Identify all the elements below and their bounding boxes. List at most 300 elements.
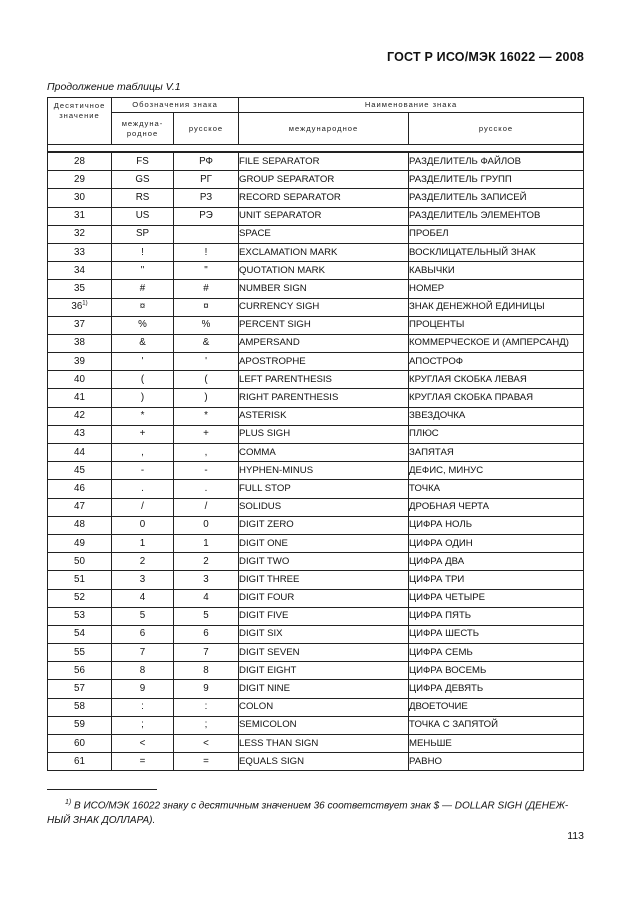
cell-ru-name	[409, 498, 584, 516]
cell-intl-symbol-text: 9	[139, 683, 146, 695]
cell-intl-symbol	[112, 553, 174, 571]
cell-intl-symbol-text: !	[141, 246, 144, 258]
cell-ru-name-text: ПЛЮС	[409, 428, 439, 440]
cell-ru-name	[409, 225, 584, 243]
cell-intl-name-text: CURRENCY SIGH	[239, 301, 320, 313]
cell-ru-symbol	[174, 462, 239, 480]
cell-decimal	[48, 298, 112, 316]
cell-decimal	[48, 553, 112, 571]
cell-decimal-text: 49	[74, 537, 85, 549]
cell-intl-name	[239, 589, 409, 607]
cell-ru-name	[409, 716, 584, 734]
cell-decimal	[48, 425, 112, 443]
cell-decimal-text: 58	[74, 701, 85, 713]
cell-intl-name-text: AMPERSAND	[239, 337, 300, 349]
table-row	[48, 389, 584, 407]
subheader-ru: русское	[174, 113, 239, 145]
cell-intl-name-text: DIGIT EIGHT	[239, 664, 297, 676]
cell-intl-symbol	[112, 262, 174, 280]
table-row	[48, 716, 584, 734]
cell-ru-symbol	[174, 171, 239, 189]
cell-decimal-text: 54	[74, 628, 85, 640]
table-row	[48, 334, 584, 352]
cell-ru-name	[409, 589, 584, 607]
cell-ru-symbol-text: %	[201, 319, 211, 331]
cell-ru-symbol	[174, 262, 239, 280]
cell-decimal	[48, 389, 112, 407]
cell-intl-symbol	[112, 680, 174, 698]
cell-intl-symbol-text: 8	[139, 664, 146, 676]
cell-intl-name-text: APOSTROPHE	[239, 355, 306, 367]
cell-ru-symbol-text: '	[205, 355, 207, 367]
cell-decimal-text: 60	[74, 737, 85, 749]
cell-decimal	[48, 334, 112, 352]
cell-decimal-text: 57	[74, 683, 85, 695]
cell-ru-symbol-text: +	[203, 428, 209, 440]
cell-ru-name	[409, 316, 584, 334]
cell-ru-symbol	[174, 152, 239, 171]
cell-decimal	[48, 407, 112, 425]
cell-intl-symbol-text: SP	[135, 228, 150, 240]
header-name: Наименование знака	[239, 98, 584, 113]
cell-intl-name-text: PLUS SIGH	[239, 428, 291, 440]
footnote-text: В ИСО/МЭК 16022 знаку с десятичным значением 36 соответствует знак $ — DOLLAR SIGH (ДЕНЕЖ-НЫЙ ЗНАК ДОЛЛАРА).	[47, 800, 569, 827]
cell-decimal	[48, 534, 112, 552]
cell-decimal	[48, 735, 112, 753]
cell-decimal	[48, 644, 112, 662]
cell-ru-symbol-text: *	[204, 410, 208, 422]
cell-intl-name	[239, 425, 409, 443]
cell-ru-symbol-text: (	[204, 373, 208, 385]
cell-intl-name	[239, 498, 409, 516]
cell-ru-name-text: КОММЕРЧЕСКОЕ И (АМПЕРСАНД)	[409, 337, 569, 349]
cell-intl-name	[239, 680, 409, 698]
cell-ru-name-text: ВОСКЛИЦАТЕЛЬНЫЙ ЗНАК	[409, 246, 536, 258]
cell-intl-symbol-text: (	[140, 373, 145, 385]
table-row	[48, 625, 584, 643]
cell-intl-symbol-text: =	[139, 755, 146, 767]
table-row	[48, 298, 584, 316]
cell-decimal	[48, 625, 112, 643]
cell-intl-symbol-text: -	[140, 464, 145, 476]
cell-intl-symbol	[112, 462, 174, 480]
cell-ru-symbol	[174, 298, 239, 316]
table-row	[48, 498, 584, 516]
cell-ru-symbol	[174, 389, 239, 407]
cell-ru-symbol	[174, 444, 239, 462]
table-row	[48, 444, 584, 462]
cell-decimal	[48, 316, 112, 334]
table-row	[48, 644, 584, 662]
cell-intl-symbol	[112, 389, 174, 407]
cell-ru-symbol-text: 4	[203, 592, 209, 604]
cell-intl-name	[239, 571, 409, 589]
cell-ru-symbol	[174, 516, 239, 534]
cell-decimal-text: 36	[71, 301, 83, 313]
cell-intl-name	[239, 444, 409, 462]
cell-decimal-text: 56	[74, 664, 85, 676]
cell-ru-name	[409, 243, 584, 261]
cell-decimal-text: 41	[74, 392, 85, 404]
cell-ru-name	[409, 425, 584, 443]
cell-ru-name	[409, 407, 584, 425]
cell-intl-name-text: DIGIT SIX	[239, 628, 283, 640]
cell-decimal-text: 28	[74, 155, 85, 167]
cell-intl-symbol	[112, 716, 174, 734]
cell-ru-name-text: РАЗДЕЛИТЕЛЬ ЗАПИСЕЙ	[409, 191, 527, 203]
cell-intl-name	[239, 280, 409, 298]
footnote-reference: 1)	[82, 300, 88, 307]
cell-ru-symbol-text: ;	[204, 719, 208, 731]
document-header: ГОСТ Р ИСО/МЭК 16022 — 2008	[387, 50, 584, 64]
cell-intl-name	[239, 334, 409, 352]
table-row	[48, 680, 584, 698]
table-row	[48, 480, 584, 498]
cell-intl-name	[239, 553, 409, 571]
table-row	[48, 371, 584, 389]
cell-intl-name-text: EXCLAMATION MARK	[239, 246, 338, 258]
cell-ru-symbol	[174, 625, 239, 643]
cell-ru-symbol-text: !	[204, 246, 208, 258]
cell-ru-name	[409, 662, 584, 680]
cell-decimal	[48, 444, 112, 462]
cell-intl-name	[239, 516, 409, 534]
cell-intl-symbol	[112, 225, 174, 243]
cell-ru-symbol	[174, 716, 239, 734]
cell-intl-symbol-text: #	[139, 282, 146, 294]
cell-intl-symbol-text: RS	[135, 191, 150, 203]
cell-decimal-text: 32	[74, 228, 85, 240]
cell-ru-name-text: МЕНЬШЕ	[409, 737, 452, 749]
cell-ru-name-text: ТОЧКА С ЗАПЯТОЙ	[409, 719, 499, 731]
cell-decimal	[48, 589, 112, 607]
cell-ru-name	[409, 389, 584, 407]
cell-intl-symbol	[112, 298, 174, 316]
cell-intl-symbol	[112, 480, 174, 498]
table-row	[48, 553, 584, 571]
cell-intl-symbol-text: US	[135, 210, 150, 222]
cell-ru-name	[409, 753, 584, 771]
cell-decimal-text: 35	[74, 282, 85, 294]
table-row	[48, 152, 584, 171]
cell-intl-name-text: DIGIT NINE	[239, 683, 291, 695]
cell-intl-symbol	[112, 316, 174, 334]
cell-intl-name-text: QUOTATION MARK	[239, 264, 326, 276]
cell-ru-symbol	[174, 316, 239, 334]
cell-decimal-text: 61	[74, 755, 85, 767]
cell-ru-symbol	[174, 553, 239, 571]
cell-intl-symbol-text: &	[139, 337, 146, 349]
cell-decimal	[48, 753, 112, 771]
cell-intl-symbol	[112, 407, 174, 425]
cell-ru-name-text: РАЗДЕЛИТЕЛЬ ЭЛЕМЕНТОВ	[409, 210, 541, 222]
cell-intl-symbol-text: /	[141, 501, 144, 513]
cell-ru-name-text: РАЗДЕЛИТЕЛЬ ГРУПП	[409, 173, 512, 185]
cell-intl-symbol	[112, 243, 174, 261]
cell-ru-symbol	[174, 644, 239, 662]
cell-ru-symbol	[174, 498, 239, 516]
cell-intl-symbol	[112, 444, 174, 462]
cell-intl-name-text: NUMBER SIGN	[239, 282, 307, 294]
footnote-marker: 1)	[65, 799, 72, 806]
cell-decimal-text: 30	[74, 191, 85, 203]
cell-ru-symbol-text: 5	[203, 610, 209, 622]
cell-intl-symbol	[112, 280, 174, 298]
cell-intl-symbol	[112, 516, 174, 534]
cell-intl-name-text: LEFT PARENTHESIS	[239, 373, 332, 385]
cell-intl-symbol	[112, 607, 174, 625]
cell-ru-symbol	[174, 280, 239, 298]
cell-intl-name-text: RIGHT PARENTHESIS	[239, 392, 339, 404]
cell-ru-name-text: РАЗДЕЛИТЕЛЬ ФАЙЛОВ	[409, 155, 521, 167]
table-row	[48, 207, 584, 225]
cell-intl-name	[239, 480, 409, 498]
cell-ru-name-text: КАВЫЧКИ	[409, 264, 455, 276]
table-row	[48, 462, 584, 480]
cell-ru-name-text: ЦИФРА ДЕВЯТЬ	[409, 683, 484, 695]
cell-intl-symbol-text: %	[138, 319, 147, 331]
cell-intl-symbol-text: ,	[141, 446, 144, 458]
cell-intl-name-text: LESS THAN SIGN	[239, 737, 319, 749]
cell-intl-name-text: DIGIT FIVE	[239, 610, 289, 622]
cell-ru-symbol-text: 3	[203, 573, 209, 585]
table-row	[48, 316, 584, 334]
cell-ru-symbol	[174, 225, 239, 243]
page-number: 113	[567, 830, 584, 842]
cell-ru-name	[409, 735, 584, 753]
cell-intl-name	[239, 171, 409, 189]
cell-ru-name-text: ЦИФРА ДВА	[409, 555, 465, 567]
cell-intl-symbol-text: .	[141, 482, 144, 494]
cell-intl-symbol	[112, 207, 174, 225]
cell-ru-name-text: ЦИФРА НОЛЬ	[409, 519, 472, 531]
cell-ru-symbol	[174, 680, 239, 698]
cell-intl-name-text: PERCENT SIGH	[239, 319, 311, 331]
cell-intl-symbol	[112, 353, 174, 371]
cell-decimal-text: 38	[74, 337, 85, 349]
cell-intl-name-text: SEMICOLON	[239, 719, 297, 731]
cell-decimal	[48, 371, 112, 389]
cell-intl-symbol	[112, 334, 174, 352]
cell-ru-symbol-text: /	[204, 501, 208, 513]
cell-decimal-text: 53	[74, 610, 85, 622]
cell-decimal	[48, 171, 112, 189]
cell-intl-symbol	[112, 735, 174, 753]
cell-decimal	[48, 480, 112, 498]
cell-ru-symbol-text: )	[204, 392, 208, 404]
cell-intl-name	[239, 389, 409, 407]
cell-ru-symbol	[174, 698, 239, 716]
cell-decimal-text: 40	[74, 373, 85, 385]
cell-intl-symbol-text: 1	[139, 537, 146, 549]
cell-intl-name-text: DIGIT ONE	[239, 537, 288, 549]
cell-intl-symbol-text: <	[139, 737, 146, 749]
cell-intl-symbol-text: "	[140, 264, 145, 276]
cell-intl-symbol-text: ;	[141, 719, 144, 731]
cell-intl-symbol	[112, 534, 174, 552]
table-row	[48, 407, 584, 425]
cell-ru-symbol-text: 9	[203, 683, 209, 695]
cell-ru-name-text: ДВОЕТОЧИЕ	[409, 701, 468, 713]
cell-intl-name-text: DIGIT FOUR	[239, 592, 295, 604]
cell-intl-name-text: ASTERISK	[239, 410, 287, 422]
cell-ru-symbol	[174, 407, 239, 425]
cell-ru-symbol	[174, 534, 239, 552]
cell-decimal-text: 48	[74, 519, 85, 531]
cell-ru-symbol-text: -	[204, 464, 208, 476]
cell-ru-name	[409, 534, 584, 552]
cell-decimal-text: 34	[74, 264, 85, 276]
cell-intl-name	[239, 207, 409, 225]
cell-ru-symbol	[174, 334, 239, 352]
cell-ru-name	[409, 334, 584, 352]
cell-decimal	[48, 516, 112, 534]
table-row	[48, 698, 584, 716]
cell-ru-symbol	[174, 480, 239, 498]
cell-intl-name-text: DIGIT SEVEN	[239, 646, 300, 658]
table-body	[48, 152, 584, 771]
cell-ru-name	[409, 516, 584, 534]
cell-ru-symbol	[174, 607, 239, 625]
table-row	[48, 753, 584, 771]
cell-intl-name-text: COLON	[239, 701, 274, 713]
cell-decimal	[48, 353, 112, 371]
cell-ru-name	[409, 298, 584, 316]
cell-decimal	[48, 462, 112, 480]
table-caption: Продолжение таблицы V.1	[47, 81, 181, 93]
cell-ru-symbol	[174, 753, 239, 771]
cell-intl-name-text: HYPHEN-MINUS	[239, 464, 314, 476]
cell-intl-symbol	[112, 662, 174, 680]
table-row	[48, 735, 584, 753]
cell-decimal	[48, 716, 112, 734]
cell-ru-name-text: НОМЕР	[409, 282, 445, 294]
cell-intl-symbol-text: 5	[139, 610, 146, 622]
cell-intl-symbol	[112, 698, 174, 716]
cell-ru-symbol-text: :	[204, 701, 208, 713]
cell-decimal-text: 39	[74, 355, 85, 367]
cell-intl-symbol	[112, 589, 174, 607]
cell-ru-name	[409, 207, 584, 225]
cell-ru-symbol-text: 1	[203, 537, 209, 549]
cell-intl-symbol-text: :	[141, 701, 144, 713]
cell-intl-name	[239, 353, 409, 371]
cell-ru-name	[409, 462, 584, 480]
cell-intl-symbol-text: ¤	[139, 301, 146, 313]
cell-intl-symbol-text: '	[141, 355, 144, 367]
cell-intl-symbol-text: GS	[135, 173, 150, 185]
cell-ru-name-text: КРУГЛАЯ СКОБКА ЛЕВАЯ	[409, 373, 527, 385]
cell-intl-symbol	[112, 644, 174, 662]
cell-ru-symbol	[174, 662, 239, 680]
cell-intl-name-text: DIGIT THREE	[239, 573, 300, 585]
cell-intl-symbol-text: FS	[136, 155, 149, 167]
cell-intl-name-text: SPACE	[239, 228, 271, 240]
header-divider	[48, 145, 584, 153]
cell-ru-name-text: ЦИФРА ВОСЕМЬ	[409, 664, 487, 676]
cell-decimal	[48, 280, 112, 298]
cell-intl-name	[239, 189, 409, 207]
table-row	[48, 225, 584, 243]
table-row	[48, 189, 584, 207]
cell-intl-symbol-text: 4	[139, 592, 146, 604]
cell-ru-name	[409, 280, 584, 298]
cell-ru-symbol-text: 0	[203, 519, 209, 531]
cell-decimal	[48, 498, 112, 516]
cell-decimal-text: 29	[74, 173, 85, 185]
table-row	[48, 516, 584, 534]
cell-intl-name-text: DIGIT TWO	[239, 555, 290, 567]
cell-decimal-text: 31	[74, 210, 85, 222]
cell-intl-symbol	[112, 189, 174, 207]
cell-ru-name-text: КРУГЛАЯ СКОБКА ПРАВАЯ	[409, 392, 534, 404]
table-row	[48, 262, 584, 280]
cell-intl-name-text: UNIT SEPARATOR	[239, 210, 322, 222]
cell-intl-symbol	[112, 625, 174, 643]
cell-intl-name	[239, 407, 409, 425]
cell-ru-name	[409, 698, 584, 716]
header-designation: Обозначения знака	[112, 98, 239, 113]
table-row	[48, 589, 584, 607]
cell-ru-symbol	[174, 353, 239, 371]
cell-decimal	[48, 243, 112, 261]
table-row	[48, 425, 584, 443]
cell-decimal-text: 37	[74, 319, 85, 331]
cell-intl-symbol	[112, 171, 174, 189]
cell-ru-symbol	[174, 425, 239, 443]
cell-intl-name-text: FULL STOP	[239, 482, 291, 494]
cell-decimal	[48, 207, 112, 225]
cell-ru-name-text: ЗАПЯТАЯ	[409, 446, 454, 458]
cell-intl-name	[239, 225, 409, 243]
cell-ru-name	[409, 607, 584, 625]
cell-decimal	[48, 662, 112, 680]
cell-ru-name	[409, 553, 584, 571]
cell-intl-symbol	[112, 425, 174, 443]
cell-intl-symbol-text: 6	[139, 628, 146, 640]
cell-ru-symbol	[174, 371, 239, 389]
cell-intl-name	[239, 243, 409, 261]
cell-ru-name	[409, 371, 584, 389]
cell-intl-name-text: GROUP SEPARATOR	[239, 173, 335, 185]
cell-intl-name	[239, 644, 409, 662]
table-row	[48, 534, 584, 552]
cell-intl-name	[239, 698, 409, 716]
table-row	[48, 607, 584, 625]
cell-intl-symbol-text: 2	[139, 555, 146, 567]
cell-ru-name-text: ДРОБНАЯ ЧЕРТА	[409, 501, 490, 513]
cell-intl-symbol	[112, 571, 174, 589]
cell-ru-symbol-text: 6	[203, 628, 209, 640]
cell-ru-name	[409, 625, 584, 643]
cell-intl-name-text: COMMA	[239, 446, 276, 458]
cell-intl-name-text: FILE SEPARATOR	[239, 155, 320, 167]
cell-ru-name	[409, 262, 584, 280]
cell-ru-name	[409, 189, 584, 207]
cell-decimal-text: 46	[74, 482, 85, 494]
cell-ru-name-text: ЦИФРА ТРИ	[409, 573, 465, 585]
cell-decimal	[48, 571, 112, 589]
cell-decimal	[48, 225, 112, 243]
cell-ru-symbol-text: ,	[204, 446, 208, 458]
cell-intl-name	[239, 607, 409, 625]
cell-ru-name-text: ЦИФРА СЕМЬ	[409, 646, 473, 658]
table-row	[48, 353, 584, 371]
cell-decimal	[48, 262, 112, 280]
cell-decimal	[48, 680, 112, 698]
cell-intl-name	[239, 371, 409, 389]
cell-intl-symbol	[112, 371, 174, 389]
